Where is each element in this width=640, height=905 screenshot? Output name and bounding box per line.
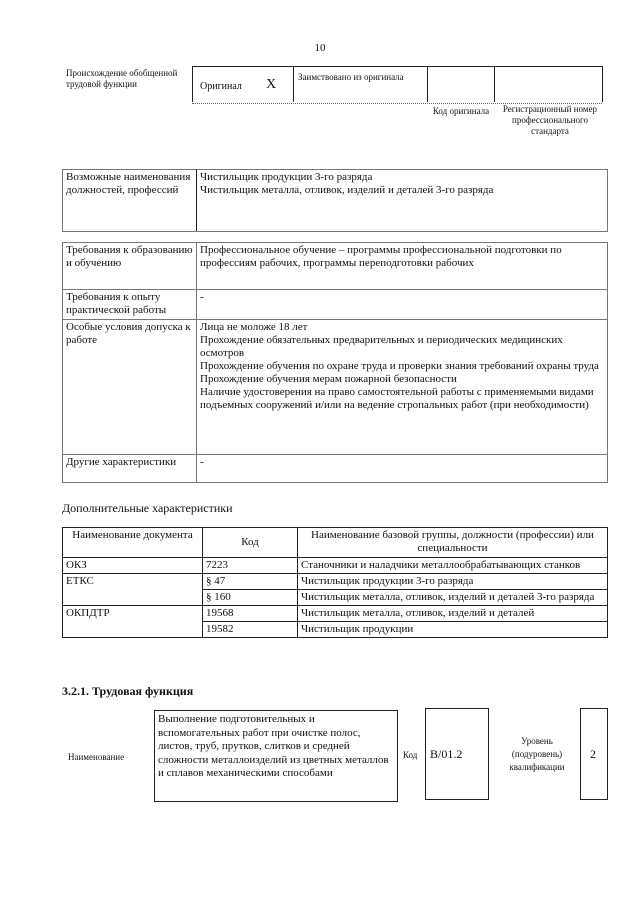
education-value: Профессиональное обучение – программы профессиональной подготовки по профессиям рабочих, программы переподготовки рабочих: [197, 243, 608, 290]
origin-label: Происхождение обобщенной трудовой функции: [66, 68, 178, 89]
other-value: -: [197, 455, 608, 483]
row-code: 7223: [203, 558, 298, 574]
admission-value: [197, 320, 608, 455]
borrowed-label: Заимствовано из оригинала: [298, 72, 404, 82]
original-label: Оригинал: [200, 81, 242, 92]
level-label: Уровень (подуровень) квалификации: [509, 736, 565, 772]
positions-label: Возможные наименования должностей, профессий: [63, 170, 197, 232]
code-box: [425, 708, 489, 800]
code-label: Код: [403, 750, 418, 760]
row-name: Чистильщик продукции: [298, 622, 608, 638]
other-label: Другие характеристики: [63, 455, 197, 483]
row-doc: ОКЗ: [63, 558, 203, 574]
admission-line: Прохождение обучения мерам пожарной безопасности: [200, 373, 457, 385]
row-doc: ОКПДТР: [63, 606, 203, 638]
code-value: B/01.2: [430, 747, 463, 761]
admission-line: Лица не моложе 18 лет: [200, 321, 308, 333]
row-code: § 160: [203, 590, 298, 606]
function-name-box: Выполнение подготовительных и вспомогательных работ при очистке полос, листов, труб, прутков, слитков и средней сложности металлоизделий из цветных металлов и сплавов механическими способами: [154, 710, 398, 802]
experience-value: -: [197, 290, 608, 320]
row-name: Чистильщик продукции 3-го разряда: [298, 574, 608, 590]
row-code: § 47: [203, 574, 298, 590]
reg-number-caption: Регистрационный номер профессионального стандарта: [502, 104, 598, 136]
additional-table: [62, 527, 608, 638]
header-doc: Наименование документа: [63, 528, 203, 558]
position-item: Чистильщик металла, отливок, изделий и деталей 3-го разряда: [200, 184, 494, 196]
code-original-caption: Код оригинала: [432, 106, 490, 116]
requirements-table: [62, 242, 608, 483]
level-value: 2: [590, 747, 596, 761]
additional-title: Дополнительные характеристики: [62, 501, 233, 515]
position-item: Чистильщик продукции 3-го разряда: [200, 171, 373, 183]
header-code: Код: [203, 528, 298, 558]
level-box: [580, 708, 608, 800]
row-name: Чистильщик металла, отливок, изделий и деталей 3-го разряда: [298, 590, 608, 606]
admission-line: Прохождение обучения по охране труда и проверки знания требований охраны труда: [200, 360, 599, 372]
row-code: 19568: [203, 606, 298, 622]
admission-label: Особые условия допуска к работе: [63, 320, 197, 455]
row-name: Станочники и наладчики металлообрабатывающих станков: [298, 558, 608, 574]
name-label: Наименование: [68, 752, 125, 762]
education-label: Требования к образованию и обучению: [63, 243, 197, 290]
row-doc: ЕТКС: [63, 574, 203, 606]
labor-function-heading: 3.2.1. Трудовая функция: [62, 684, 194, 698]
header-name: Наименование базовой группы, должности (профессии) или специальности: [298, 528, 608, 558]
original-mark: X: [266, 77, 277, 92]
row-name: Чистильщик металла, отливок, изделий и деталей: [298, 606, 608, 622]
positions-table: [62, 169, 608, 232]
admission-line: Прохождение обязательных предварительных и периодических медицинских осмотров: [200, 334, 563, 359]
experience-label: Требования к опыту практической работы: [63, 290, 197, 320]
admission-line: Наличие удостоверения на право самостоятельной работы с применяемыми видами подъемных сооружений и/или на ведение стропальных работ (при необходимости): [200, 386, 594, 411]
page-number: 10: [314, 42, 326, 54]
row-code: 19582: [203, 622, 298, 638]
